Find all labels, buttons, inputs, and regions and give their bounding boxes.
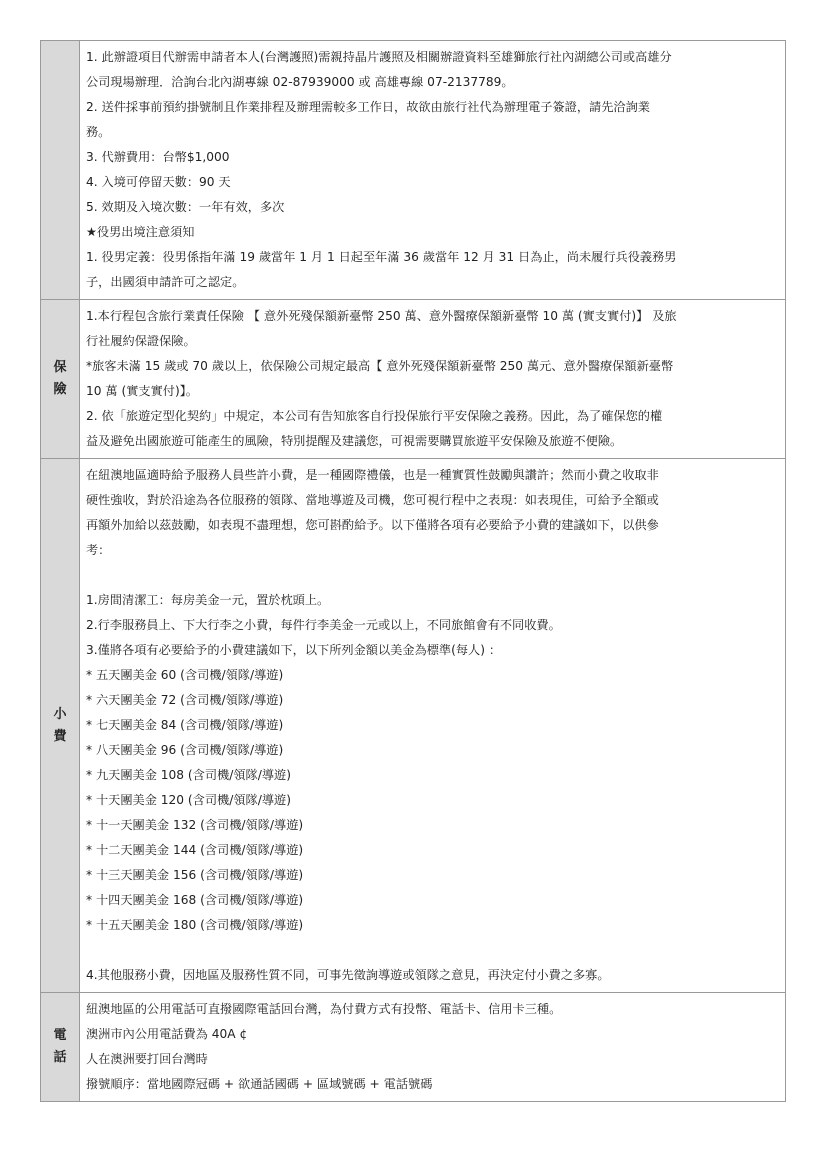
content-line: 3. 代辦費用：台幣$1,000 [86,150,230,164]
content-line: * 八天團美金 96 (含司機/領隊/導遊) [86,743,284,757]
section-label [41,300,80,459]
content-line: 紐澳地區的公用電話可直撥國際電話回台灣，為付費方式有投幣、電話卡、信用卡三種。 [86,1002,562,1016]
content-line [86,563,779,588]
section-label-char: 小 [53,706,67,722]
info-table [40,40,786,1102]
content-line: 考： [86,543,111,557]
content-line: 10 萬 (實支實付)】。 [86,384,198,398]
content-line: * 七天團美金 84 (含司機/領隊/導遊) [86,718,284,732]
content-line: * 十四天團美金 168 (含司機/領隊/導遊) [86,893,304,907]
section-label-char: 險 [53,382,67,397]
content-line: 撥號順序：當地國際冠碼 + 欲通話國碼 + 區域號碼 + 電話號碼 [86,1077,433,1091]
content-line: * 十一天團美金 132 (含司機/領隊/導遊) [86,818,304,832]
content-line: 3.僅將各項有必要給予的小費建議如下，以下所列金額以美金為標準(每人) ： [86,643,502,657]
section-content [80,993,786,1102]
content-line: 再額外加給以茲鼓勵，如表現不盡理想，您可斟酌給予。以下僅將各項有必要給予小費的建議如下，以供參 [86,518,659,532]
content-line: 務。 [86,125,111,139]
content-line: * 五天團美金 60 (含司機/領隊/導遊) [86,668,284,682]
content-line: ★役男出境注意須知 [86,225,195,239]
content-line: * 九天團美金 108 (含司機/領隊/導遊) [86,768,291,782]
content-line: 行社履約保證保險。 [86,334,196,348]
content-line: 4.其他服務小費，因地區及服務性質不同，可事先徵詢導遊或領隊之意見，再決定付小費之多寡。 [86,968,610,982]
section-label [41,41,80,300]
section-label-char: 保 [53,360,67,375]
section-visa [41,41,786,300]
section-tipping [41,459,786,993]
section-label-char: 話 [53,1050,67,1065]
content-line: 硬性強收，對於沿途為各位服務的領隊、當地導遊及司機，您可視行程中之表現：如表現佳，可給予全額或 [86,493,659,507]
section-label [41,459,80,993]
section-insurance [41,300,786,459]
section-content [80,459,786,993]
section-content [80,41,786,300]
content-line: * 十二天團美金 144 (含司機/領隊/導遊) [86,843,304,857]
content-line: 2.行李服務員上、下大行李之小費，每件行李美金一元或以上，不同旅館會有不同收費。 [86,618,561,632]
section-label [41,993,80,1102]
content-line [86,938,779,963]
content-line: 1. 此辦證項目代辦需申請者本人(台灣護照)需親持晶片護照及相關辦證資料至雄獅旅行社內湖總公司或高雄分 [86,50,672,64]
content-line: * 十三天團美金 156 (含司機/領隊/導遊) [86,868,304,882]
content-line: 在紐澳地區適時給予服務人員些許小費，是一種國際禮儀，也是一種實質性鼓勵與讚許；然而小費之收取非 [86,468,659,482]
content-line: 4. 入境可停留天數：90 天 [86,175,231,189]
content-line: 2. 送件採事前預約掛號制且作業排程及辦理需較多工作日，故欲由旅行社代為辦理電子簽證，請先洽詢業 [86,100,650,114]
content-line: 1.本行程包含旅行業責任保險 【 意外死殘保額新臺幣 250 萬、意外醫療保額新臺幣 10 萬 (實支實付)】 及旅 [86,309,677,323]
content-line: 1. 役男定義：役男係指年滿 19 歲當年 1 月 1 日起至年滿 36 歲當年 12 月 31 日為止，尚未履行兵役義務男 [86,250,677,264]
content-line: * 十五天團美金 180 (含司機/領隊/導遊) [86,918,304,932]
content-line: 公司現場辦理．洽詢台北內湖專線 02-87939000 或 高雄專線 07-2137789。 [86,75,514,89]
content-line: 人在澳洲要打回台灣時 [86,1052,208,1066]
section-telephone [41,993,786,1102]
content-line: *旅客未滿 15 歲或 70 歲以上，依保險公司規定最高【 意外死殘保額新臺幣 250 萬元、意外醫療保額新臺幣 [86,359,674,373]
content-line: 益及避免出國旅遊可能產生的風險，特別提醒及建議您，可視需要購買旅遊平安保險及旅遊不便險。 [86,434,623,448]
section-label-char: 電 [53,1028,67,1043]
content-line: * 六天團美金 72 (含司機/領隊/導遊) [86,693,284,707]
content-line: * 十天團美金 120 (含司機/領隊/導遊) [86,793,291,807]
content-line: 澳洲市內公用電話費為 40A ¢ [86,1027,248,1041]
content-line: 1.房間清潔工：每房美金一元，置於枕頭上。 [86,593,330,607]
content-line: 5. 效期及入境次數：一年有效，多次 [86,200,285,214]
section-content [80,300,786,459]
content-line: 子，出國須申請許可之認定。 [86,275,245,289]
section-label-char: 費 [53,728,67,744]
content-line: 2. 依「旅遊定型化契約」中規定，本公司有告知旅客自行投保旅行平安保險之義務。因此，為了確保您的權 [86,409,663,423]
